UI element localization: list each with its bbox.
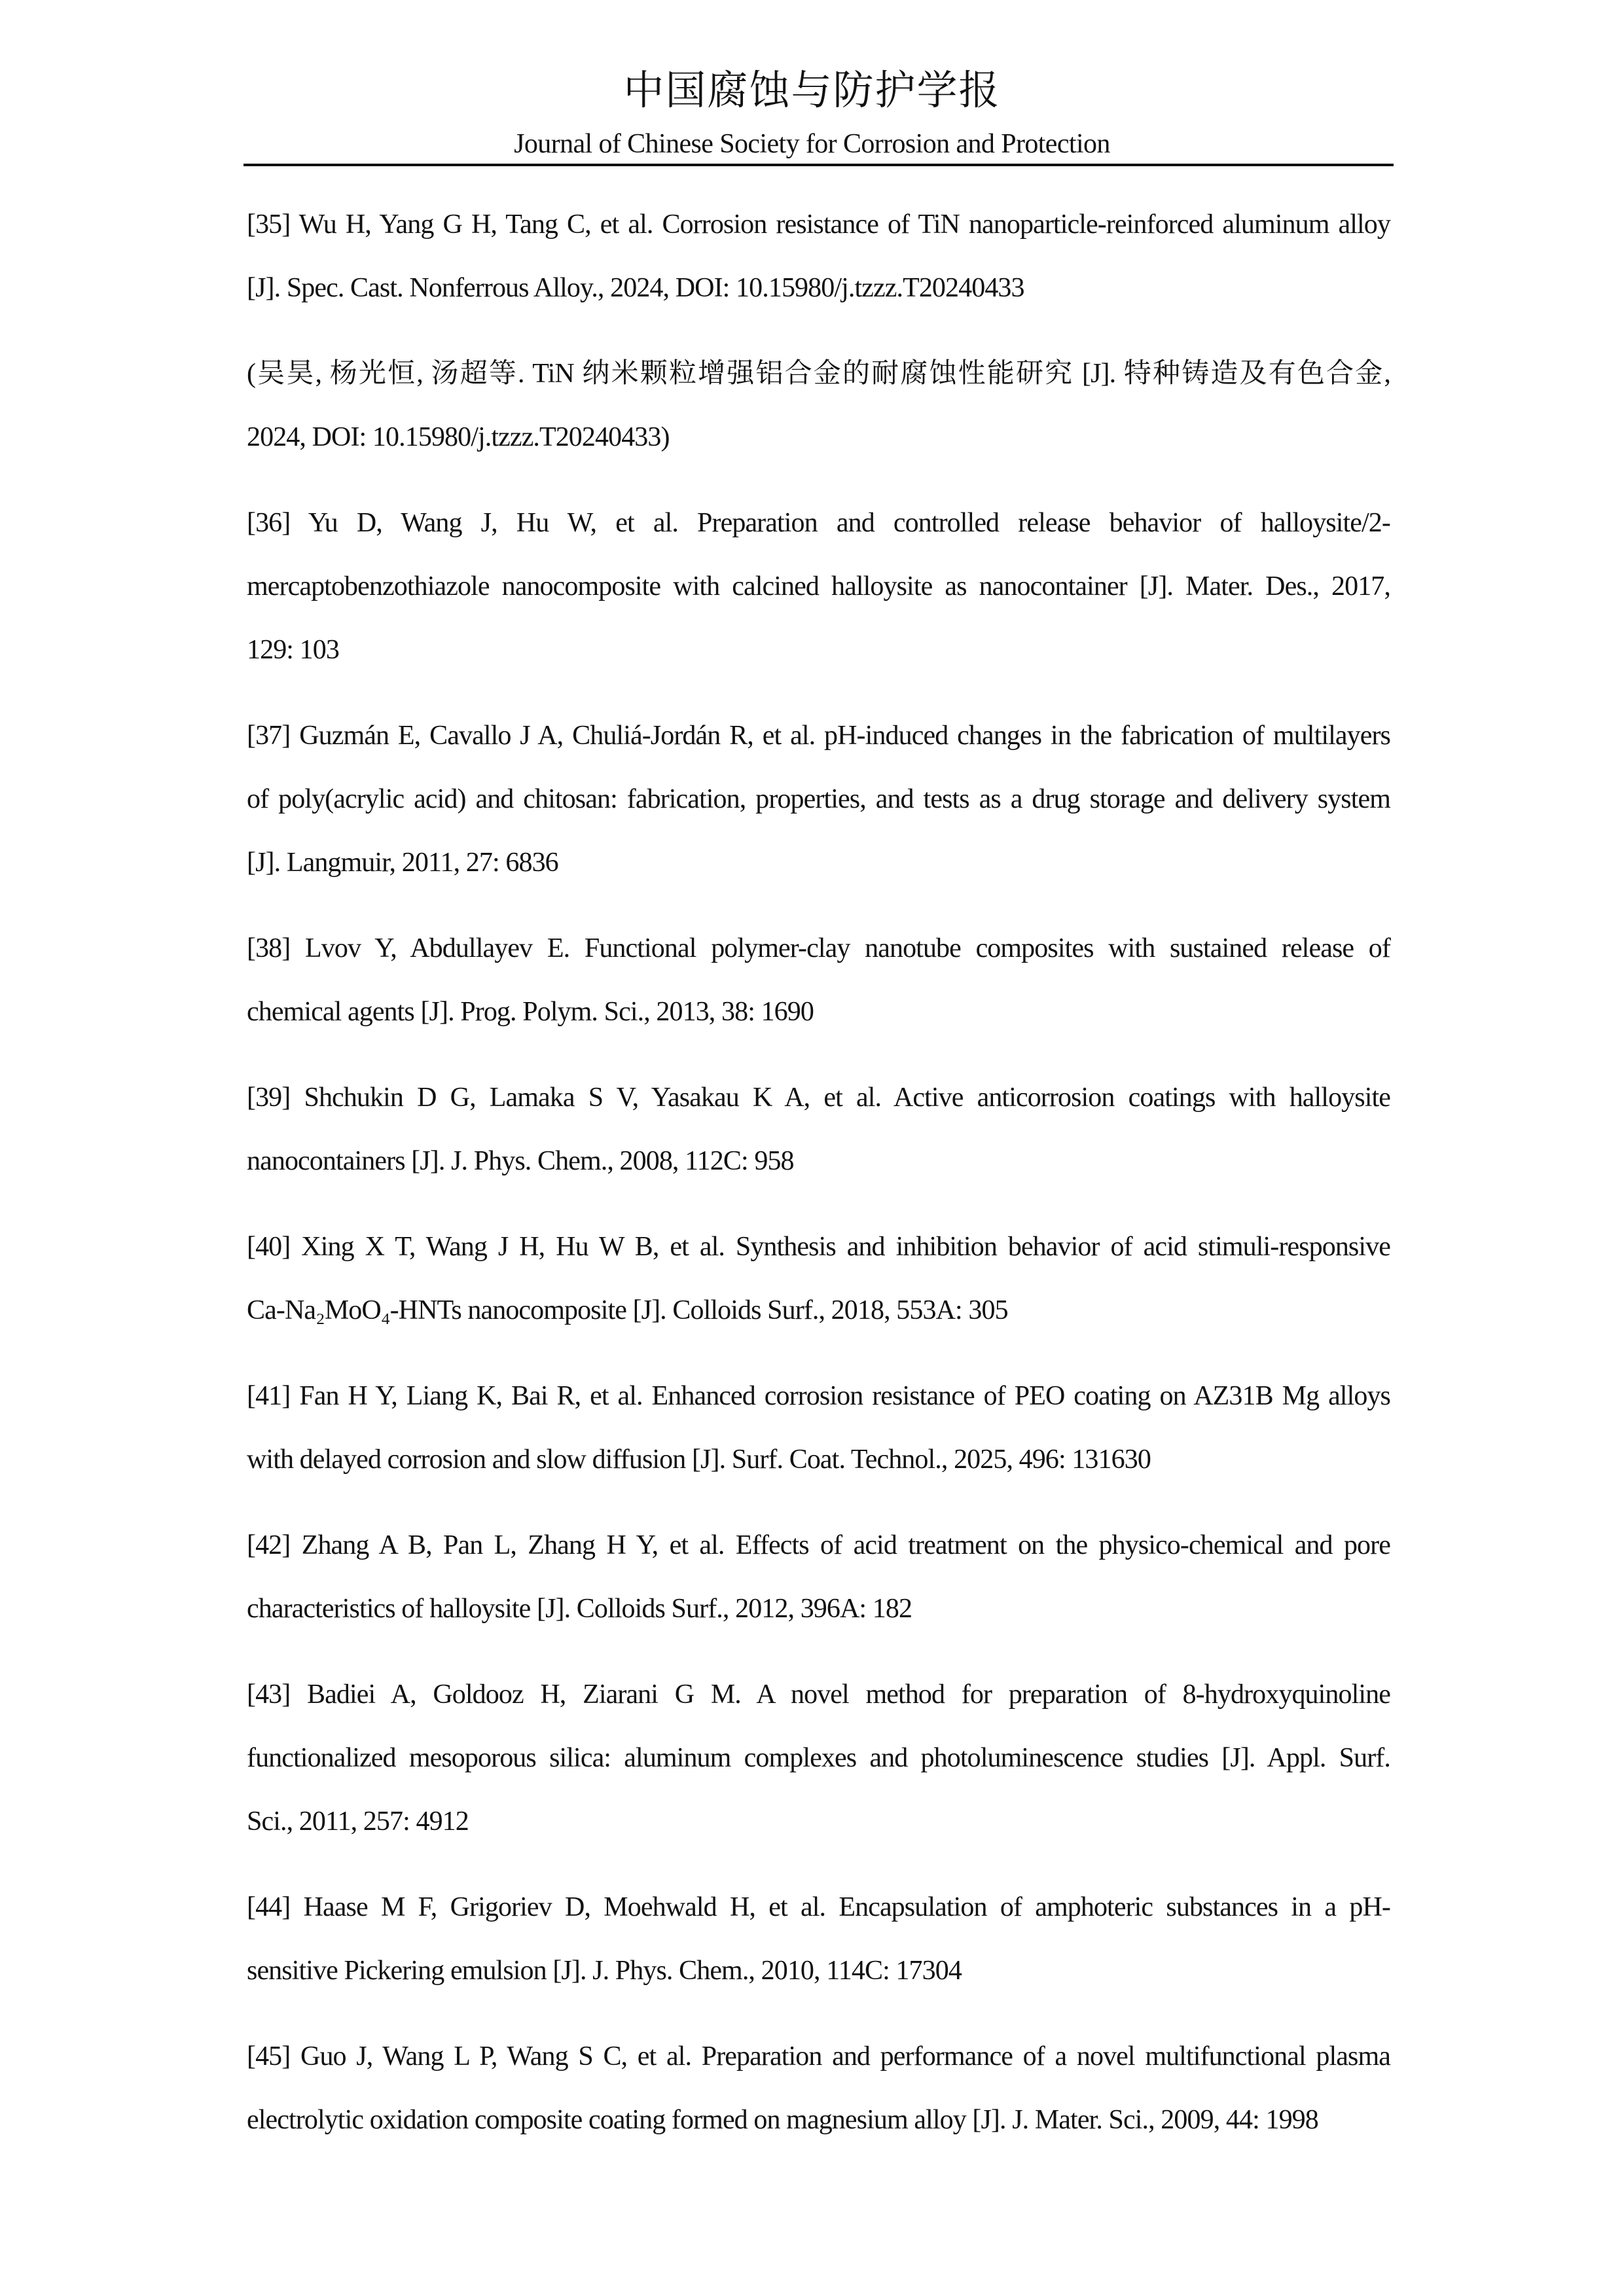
reference-entry (247, 1663, 1390, 1854)
reference-line: of poly(acrylic acid) and chitosan: fabrication, properties, and tests as a drug storage and delivery system (247, 784, 1390, 814)
reference-line: [36] Yu D, Wang J, Hu W, et al. Preparation and controlled release behavior of halloysite/2- (247, 508, 1390, 538)
reference-line: [45] Guo J, Wang L P, Wang S C, et al. Preparation and performance of a novel multifunctional plasma (247, 2041, 1390, 2072)
reference-line: 129: 103 (247, 635, 339, 665)
reference-line: functionalized mesoporous silica: aluminum complexes and photoluminescence studies [J]. Appl. Surf. (247, 1743, 1390, 1773)
reference-line: chemical agents [J]. Prog. Polym. Sci., 2013, 38: 1690 (247, 997, 814, 1027)
reference-line: [J]. Spec. Cast. Nonferrous Alloy., 2024, DOI: 10.15980/j.tzzz.T20240433 (247, 273, 1024, 303)
reference-line: [40] Xing X T, Wang J H, Hu W B, et al. Synthesis and inhibition behavior of acid stimuli-responsive (247, 1232, 1390, 1262)
reference-line: 2024, DOI: 10.15980/j.tzzz.T20240433) (247, 422, 670, 452)
reference-line: [J]. Langmuir, 2011, 27: 6836 (247, 848, 558, 878)
reference-line: with delayed corrosion and slow diffusion [J]. Surf. Coat. Technol., 2025, 496: 131630 (247, 1444, 1151, 1475)
reference-line: [37] Guzmán E, Cavallo J A, Chuliá-Jordán R, et al. pH-induced changes in the fabrication of multilayers (247, 721, 1390, 751)
reference-line: nanocontainers [J]. J. Phys. Chem., 2008, 112C: 958 (247, 1146, 794, 1176)
reference-line: [43] Badiei A, Goldooz H, Ziarani G M. A novel method for preparation of 8-hydroxyquinoline (247, 1679, 1390, 1710)
journal-title-chinese: 中国腐蚀与防护学报 (623, 69, 1001, 113)
reference-line: sensitive Pickering emulsion [J]. J. Phys. Chem., 2010, 114C: 17304 (247, 1956, 962, 1986)
reference-line: [42] Zhang A B, Pan L, Zhang H Y, et al. Effects of acid treatment on the physico-chemical and pore (247, 1530, 1390, 1560)
reference-entry (247, 917, 1390, 1044)
reference-entry (247, 342, 1390, 469)
reference-line: [39] Shchukin D G, Lamaka S V, Yasakau K A, et al. Active anticorrosion coatings with halloysite (247, 1083, 1390, 1113)
reference-line: mercaptobenzothiazole nanocomposite with calcined halloysite as nanocontainer [J]. Mater. Des., 2017, (247, 571, 1390, 601)
reference-entry (247, 1876, 1390, 2003)
reference-line: [35] Wu H, Yang G H, Tang C, et al. Corrosion resistance of TiN nanoparticle-reinforced aluminum alloy (247, 209, 1390, 240)
reference-entry (247, 1215, 1390, 1342)
reference-entry (247, 1066, 1390, 1193)
reference-line: (吴昊, 杨光恒, 汤超等. TiN 纳米颗粒增强铝合金的耐腐蚀性能研究 [J]. 特种铸造及有色合金, (247, 359, 1390, 389)
header-rule (244, 164, 1394, 166)
reference-line: [44] Haase M F, Grigoriev D, Moehwald H, et al. Encapsulation of amphoteric substances in a pH- (247, 1892, 1390, 1922)
reference-line: [41] Fan H Y, Liang K, Bai R, et al. Enhanced corrosion resistance of PEO coating on AZ31B Mg alloys (247, 1381, 1390, 1411)
reference-line: Sci., 2011, 257: 4912 (247, 1806, 469, 1837)
reference-line: characteristics of halloysite [J]. Colloids Surf., 2012, 396A: 182 (247, 1594, 912, 1624)
reference-entry (247, 492, 1390, 682)
reference-entry (247, 1514, 1390, 1641)
reference-entry (247, 704, 1390, 895)
reference-line: Ca-Na₂MoO₄-HNTs nanocomposite [J]. Colloids Surf., 2018, 553A: 305 (247, 1295, 1008, 1325)
reference-entry (247, 1365, 1390, 1492)
reference-line: [38] Lvov Y, Abdullayev E. Functional polymer-clay nanotube composites with sustained release of (247, 933, 1390, 963)
reference-line: electrolytic oxidation composite coating formed on magnesium alloy [J]. J. Mater. Sci., 2009, 44: 1998 (247, 2105, 1318, 2135)
journal-title-english: Journal of Chinese Society for Corrosion and Protection (514, 129, 1110, 159)
reference-entry (247, 2025, 1390, 2152)
reference-list (247, 193, 1390, 2174)
reference-entry (247, 193, 1390, 320)
